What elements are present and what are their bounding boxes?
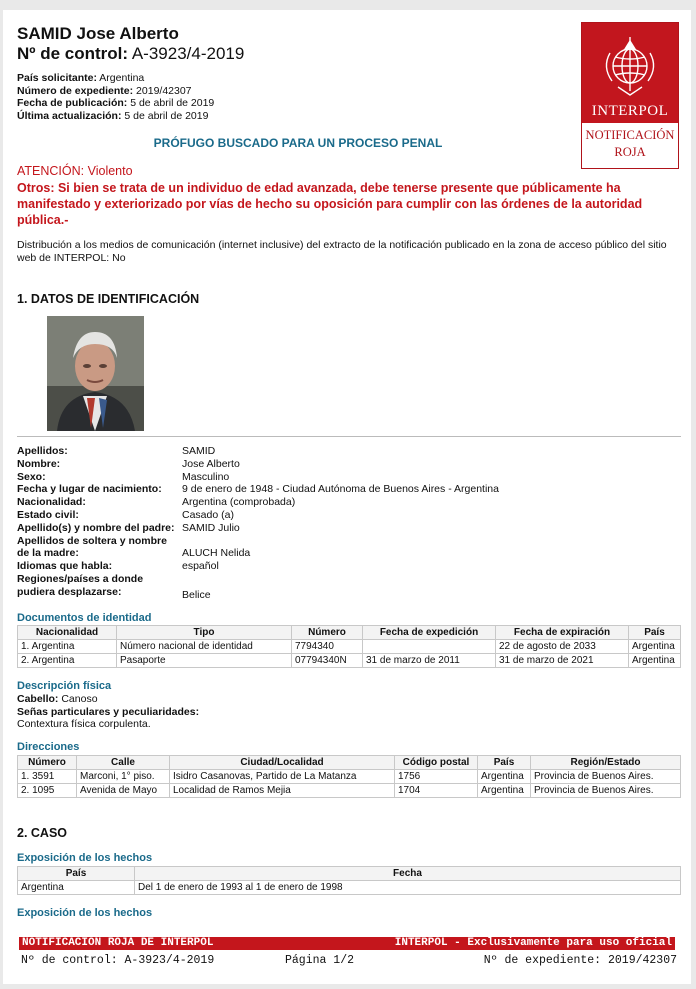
addresses-title: Direcciones bbox=[17, 741, 80, 753]
interpol-logo bbox=[581, 22, 679, 169]
control-value: A-3923/4-2019 bbox=[131, 44, 245, 63]
footer-notice-label: NOTIFICACIÓN ROJA DE INTERPOL bbox=[22, 937, 214, 949]
addresses-table bbox=[17, 755, 681, 798]
identity-documents-title: Documentos de identidad bbox=[17, 612, 152, 624]
meta-row: País solicitante: Argentina bbox=[17, 72, 145, 84]
subject-photo bbox=[47, 316, 144, 431]
footer-file-number: Nº de expediente: 2019/42307 bbox=[483, 954, 677, 967]
table-header-row: País Fecha bbox=[18, 867, 681, 881]
document-page bbox=[3, 10, 691, 984]
meta-row: Última actualización: 5 de abril de 2019 bbox=[17, 109, 209, 122]
table-header-row: Nacionalidad Tipo Número Fecha de expedición Fecha de expiración País bbox=[18, 626, 681, 640]
logo-notice-type: NOTIFICACIÓN ROJA bbox=[585, 128, 675, 159]
portrait-image bbox=[47, 316, 144, 431]
table-row: 2. Argentina Pasaporte 07794340N 31 de marzo de 2011 31 de marzo de 2021 Argentina bbox=[18, 654, 681, 668]
identity-documents-table bbox=[17, 625, 681, 668]
section-title-case: 2. CASO bbox=[17, 826, 68, 840]
interpol-emblem-icon bbox=[582, 23, 678, 103]
footer-official-label: INTERPOL - Exclusivamente para uso oficial bbox=[394, 937, 672, 949]
table-row: 2. 1095 Avenida de Mayo Localidad de Ramos Mejia 1704 Argentina Provincia de Buenos Aires. bbox=[18, 784, 681, 798]
logo-wordmark: INTERPOL bbox=[591, 103, 669, 119]
section-divider bbox=[17, 436, 681, 437]
case-facts-title: Exposición de los hechos bbox=[17, 852, 153, 864]
physical-description: Cabello: Canoso Señas particulares y peculiaridades: Contextura física corpulenta. bbox=[17, 693, 200, 730]
meta-block bbox=[17, 72, 214, 122]
wanted-banner: PRÓFUGO BUSCADO PARA UN PROCESO PENAL bbox=[153, 136, 443, 150]
meta-row: Número de expediente: 2019/42307 bbox=[17, 84, 192, 97]
control-label: Nº de control: bbox=[17, 44, 129, 63]
section-title-identification: 1. DATOS DE IDENTIFICACIÓN bbox=[17, 292, 200, 306]
physical-description-title: Descripción física bbox=[17, 680, 112, 692]
case-table bbox=[17, 866, 681, 895]
meta-row: Fecha de publicación: 5 de abril de 2019 bbox=[17, 97, 215, 109]
identification-fields: Apellidos: SAMID Nombre: Jose Alberto Sexo: Masculino Fecha y lugar de nacimiento: 9 de enero de 1948 - Ciudad Autónoma de Buenos Aires - Argentina Nacionalidad: Argentina (comprobada) Estado civil: Casado (a) Apellido(s) y nombre del padre: SAMID Julio Apellidos de soltera y nombre de la madre: ALUCH Nelida Idiomas que habla: español Regiones/países a donde pudiera desplazarse: Belice bbox=[17, 445, 499, 601]
other-warning: Otros: Si bien se trata de un individuo de edad avanzada, debe tenerse presente que públicamente ha manifestado y exteriorizado por vías de hecho su oposición para cumplir con las órdenes de la autoridad pública.- bbox=[17, 181, 643, 227]
table-row: Argentina Del 1 de enero de 1993 al 1 de enero de 1998 bbox=[18, 881, 681, 895]
table-row: 1. 3591 Marconi, 1° piso. Isidro Casanovas, Partido de La Matanza 1756 Argentina Provincia de Buenos Aires. bbox=[18, 770, 681, 784]
table-header-row: Número Calle Ciudad/Localidad Código postal País Región/Estado bbox=[18, 756, 681, 770]
logo-red-panel bbox=[582, 23, 678, 123]
footer-control-number: Nº de control: A-3923/4-2019 bbox=[21, 954, 215, 967]
footer-bar bbox=[19, 937, 675, 950]
table-row: 1. Argentina Número nacional de identidad 7794340 22 de agosto de 2033 Argentina bbox=[18, 640, 681, 654]
subject-name: SAMID Jose Alberto bbox=[17, 24, 179, 43]
footer-page-number: Página 1/2 bbox=[285, 954, 355, 967]
control-number bbox=[17, 44, 244, 64]
distribution-note: Distribución a los medios de comunicación (internet inclusive) del extracto de la notificación publicado en la zona de acceso público del sitio web de INTERPOL: No bbox=[17, 239, 667, 264]
attention-warning: ATENCIÓN: Violento bbox=[17, 164, 133, 178]
case-facts-title-2: Exposición de los hechos bbox=[17, 907, 153, 919]
